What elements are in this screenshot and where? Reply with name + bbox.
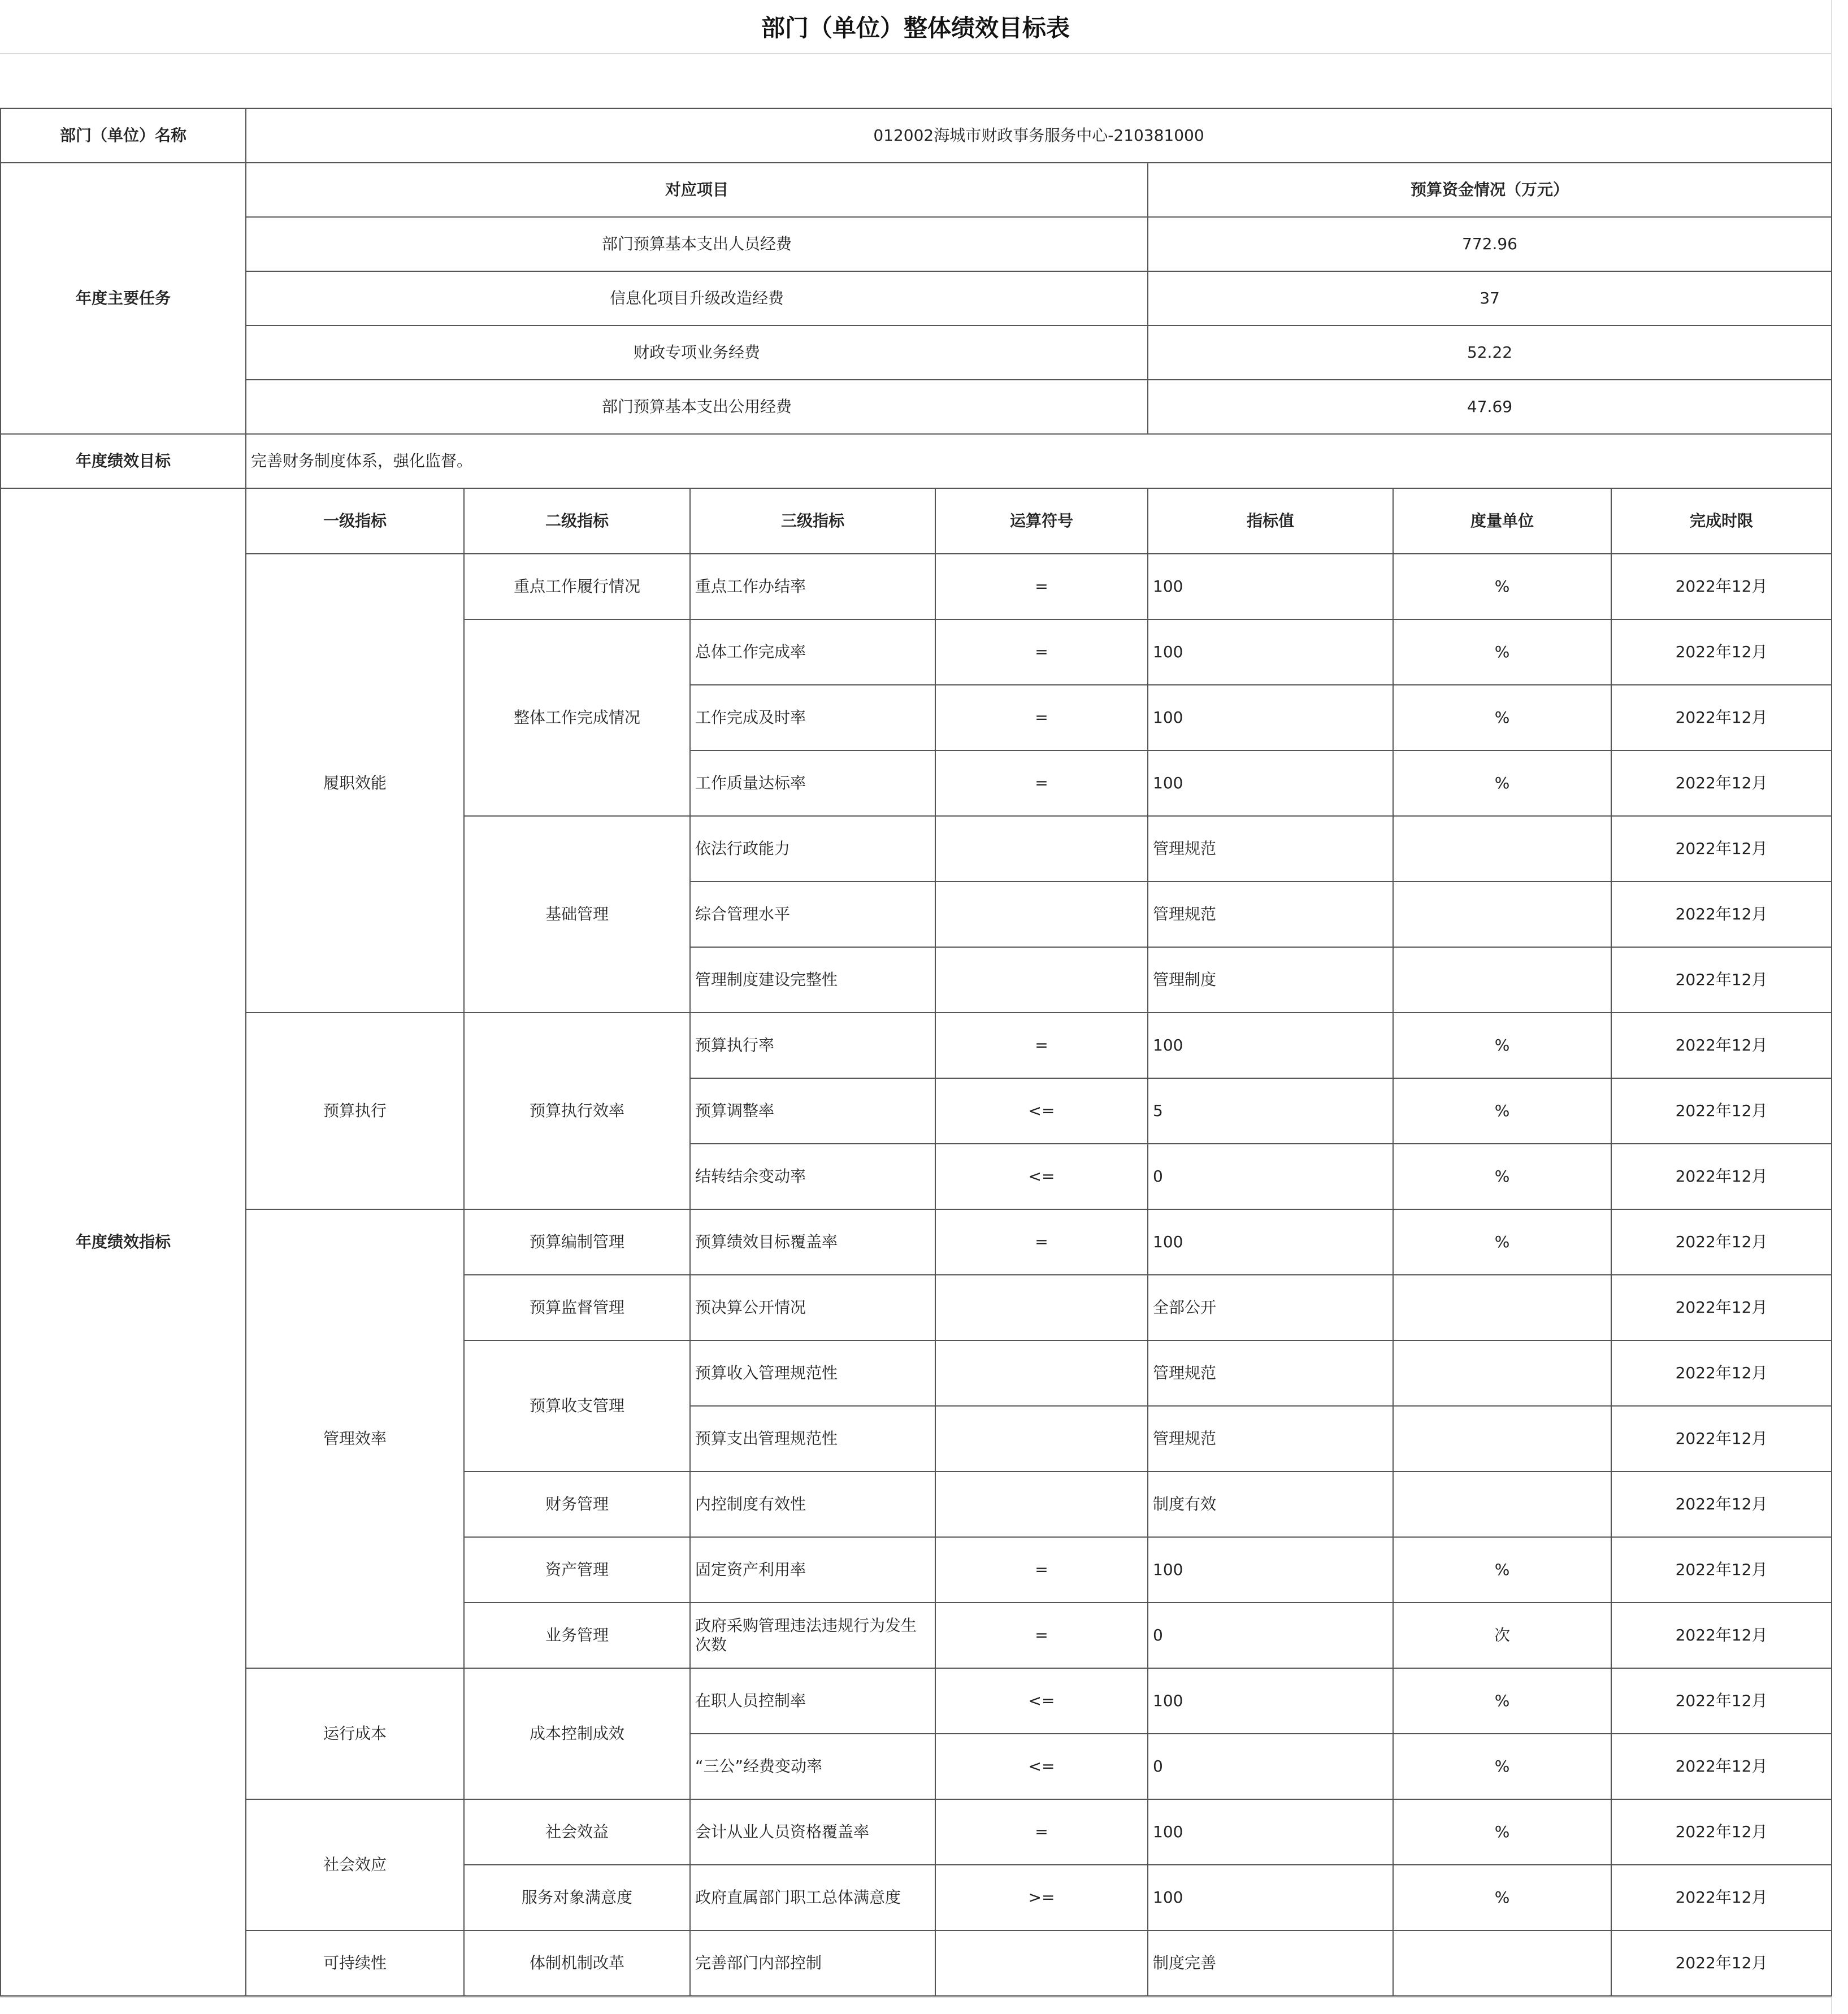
operator-cell: <= <box>935 1144 1148 1209</box>
indicator-row <box>1 1013 1832 1078</box>
level3-cell: 综合管理水平 <box>690 882 935 947</box>
level3-cell: 政府采购管理违法违规行为发生次数 <box>690 1603 935 1668</box>
level2-cell: 基础管理 <box>464 816 690 1013</box>
task-budget: 772.96 <box>1148 217 1832 271</box>
deadline-cell: 2022年12月 <box>1611 1472 1832 1537</box>
deadline-cell: 2022年12月 <box>1611 1537 1832 1603</box>
operator-cell: = <box>935 750 1148 816</box>
level2-cell: 成本控制成效 <box>464 1668 690 1799</box>
deadline-cell: 2022年12月 <box>1611 1078 1832 1144</box>
indicator-row <box>1 554 1832 619</box>
level2-cell: 资产管理 <box>464 1537 690 1603</box>
level2-cell: 业务管理 <box>464 1603 690 1668</box>
level1-cell: 运行成本 <box>246 1668 464 1799</box>
operator-cell <box>935 882 1148 947</box>
level3-cell: 完善部门内部控制 <box>690 1930 935 1996</box>
value-cell: 100 <box>1148 1537 1393 1603</box>
level1-cell: 可持续性 <box>246 1930 464 1996</box>
value-cell: 100 <box>1148 554 1393 619</box>
level2-cell: 预算编制管理 <box>464 1209 690 1275</box>
operator-cell <box>935 1406 1148 1472</box>
operator-cell: = <box>935 619 1148 685</box>
dept-value: 012002海城市财政事务服务中心-210381000 <box>246 108 1832 163</box>
task-row <box>1 380 1832 434</box>
value-cell: 100 <box>1148 1209 1393 1275</box>
header-level3: 三级指标 <box>690 488 935 554</box>
value-cell: 管理规范 <box>1148 1340 1393 1406</box>
unit-cell <box>1393 1340 1611 1406</box>
value-cell: 100 <box>1148 1865 1393 1930</box>
operator-cell: = <box>935 1209 1148 1275</box>
indicators-label: 年度绩效指标 <box>1 488 246 1996</box>
deadline-cell: 2022年12月 <box>1611 882 1832 947</box>
value-cell: 管理规范 <box>1148 816 1393 882</box>
header-deadline: 完成时限 <box>1611 488 1832 554</box>
deadline-cell: 2022年12月 <box>1611 750 1832 816</box>
indicator-row <box>1 1930 1832 1996</box>
dept-label: 部门（单位）名称 <box>1 108 246 163</box>
value-cell: 全部公开 <box>1148 1275 1393 1340</box>
header-value: 指标值 <box>1148 488 1393 554</box>
level3-cell: 重点工作办结率 <box>690 554 935 619</box>
task-row <box>1 217 1832 271</box>
level3-cell: 依法行政能力 <box>690 816 935 882</box>
level3-cell: 政府直属部门职工总体满意度 <box>690 1865 935 1930</box>
task-project: 财政专项业务经费 <box>246 325 1148 380</box>
dept-row <box>1 108 1832 163</box>
unit-cell: % <box>1393 1799 1611 1865</box>
value-cell: 100 <box>1148 1013 1393 1078</box>
deadline-cell: 2022年12月 <box>1611 619 1832 685</box>
level3-cell: 内控制度有效性 <box>690 1472 935 1537</box>
level1-cell: 管理效率 <box>246 1209 464 1668</box>
level3-cell: 预算支出管理规范性 <box>690 1406 935 1472</box>
operator-cell: = <box>935 1603 1148 1668</box>
value-cell: 制度有效 <box>1148 1472 1393 1537</box>
level3-cell: 工作质量达标率 <box>690 750 935 816</box>
unit-cell <box>1393 882 1611 947</box>
unit-cell <box>1393 1275 1611 1340</box>
deadline-cell: 2022年12月 <box>1611 947 1832 1013</box>
header-unit: 度量单位 <box>1393 488 1611 554</box>
deadline-cell: 2022年12月 <box>1611 1275 1832 1340</box>
operator-cell <box>935 1275 1148 1340</box>
header-level2: 二级指标 <box>464 488 690 554</box>
operator-cell: <= <box>935 1668 1148 1734</box>
value-cell: 0 <box>1148 1734 1393 1799</box>
operator-cell: = <box>935 554 1148 619</box>
value-cell: 管理规范 <box>1148 882 1393 947</box>
value-cell: 100 <box>1148 619 1393 685</box>
operator-cell <box>935 816 1148 882</box>
level1-cell: 预算执行 <box>246 1013 464 1209</box>
level3-cell: 预算调整率 <box>690 1078 935 1144</box>
level2-cell: 财务管理 <box>464 1472 690 1537</box>
tasks-label: 年度主要任务 <box>1 163 246 434</box>
operator-cell: = <box>935 1537 1148 1603</box>
level2-cell: 预算监督管理 <box>464 1275 690 1340</box>
level2-cell: 体制机制改革 <box>464 1930 690 1996</box>
unit-cell: % <box>1393 1078 1611 1144</box>
unit-cell: % <box>1393 1537 1611 1603</box>
value-cell: 100 <box>1148 1799 1393 1865</box>
unit-cell <box>1393 816 1611 882</box>
value-cell: 0 <box>1148 1144 1393 1209</box>
header-operator: 运算符号 <box>935 488 1148 554</box>
level3-cell: 总体工作完成率 <box>690 619 935 685</box>
level2-cell: 服务对象满意度 <box>464 1865 690 1930</box>
deadline-cell: 2022年12月 <box>1611 1209 1832 1275</box>
level3-cell: 预算收入管理规范性 <box>690 1340 935 1406</box>
unit-cell: % <box>1393 1668 1611 1734</box>
value-cell: 0 <box>1148 1603 1393 1668</box>
task-budget: 37 <box>1148 271 1832 325</box>
deadline-cell: 2022年12月 <box>1611 685 1832 750</box>
unit-cell: % <box>1393 1209 1611 1275</box>
operator-cell <box>935 1472 1148 1537</box>
task-row <box>1 271 1832 325</box>
performance-table <box>0 108 1832 1996</box>
deadline-cell: 2022年12月 <box>1611 816 1832 882</box>
page-title: 部门（单位）整体绩效目标表 <box>0 0 1831 54</box>
tasks-col-project: 对应项目 <box>246 163 1148 217</box>
unit-cell: % <box>1393 1734 1611 1799</box>
operator-cell: = <box>935 1013 1148 1078</box>
deadline-cell: 2022年12月 <box>1611 1734 1832 1799</box>
operator-cell <box>935 1930 1148 1996</box>
deadline-cell: 2022年12月 <box>1611 554 1832 619</box>
level3-cell: 预决算公开情况 <box>690 1275 935 1340</box>
task-row <box>1 325 1832 380</box>
level3-cell: 会计从业人员资格覆盖率 <box>690 1799 935 1865</box>
tasks-header-row <box>1 163 1832 217</box>
operator-cell: >= <box>935 1865 1148 1930</box>
level1-cell: 履职效能 <box>246 554 464 1013</box>
level1-cell: 社会效应 <box>246 1799 464 1930</box>
indicator-row <box>1 1668 1832 1734</box>
value-cell: 制度完善 <box>1148 1930 1393 1996</box>
operator-cell <box>935 947 1148 1013</box>
level3-cell: 预算绩效目标覆盖率 <box>690 1209 935 1275</box>
task-budget: 47.69 <box>1148 380 1832 434</box>
value-cell: 100 <box>1148 685 1393 750</box>
operator-cell <box>935 1340 1148 1406</box>
deadline-cell: 2022年12月 <box>1611 1668 1832 1734</box>
deadline-cell: 2022年12月 <box>1611 1930 1832 1996</box>
level3-cell: “三公”经费变动率 <box>690 1734 935 1799</box>
task-project: 部门预算基本支出人员经费 <box>246 217 1148 271</box>
indicator-row <box>1 1799 1832 1865</box>
indicator-row <box>1 1209 1832 1275</box>
level3-cell: 工作完成及时率 <box>690 685 935 750</box>
deadline-cell: 2022年12月 <box>1611 1144 1832 1209</box>
indicator-header-row <box>1 488 1832 554</box>
unit-cell <box>1393 1930 1611 1996</box>
level3-cell: 管理制度建设完整性 <box>690 947 935 1013</box>
unit-cell: % <box>1393 619 1611 685</box>
operator-cell: = <box>935 1799 1148 1865</box>
deadline-cell: 2022年12月 <box>1611 1340 1832 1406</box>
unit-cell <box>1393 1472 1611 1537</box>
deadline-cell: 2022年12月 <box>1611 1406 1832 1472</box>
unit-cell: % <box>1393 554 1611 619</box>
tasks-col-budget: 预算资金情况（万元） <box>1148 163 1832 217</box>
blank-row <box>0 54 1831 108</box>
level2-cell: 社会效益 <box>464 1799 690 1865</box>
value-cell: 5 <box>1148 1078 1393 1144</box>
task-project: 信息化项目升级改造经费 <box>246 271 1148 325</box>
task-budget: 52.22 <box>1148 325 1832 380</box>
value-cell: 100 <box>1148 750 1393 816</box>
header-level1: 一级指标 <box>246 488 464 554</box>
level3-cell: 结转结余变动率 <box>690 1144 935 1209</box>
unit-cell: % <box>1393 1144 1611 1209</box>
unit-cell <box>1393 1406 1611 1472</box>
goal-row <box>1 434 1832 488</box>
unit-cell: % <box>1393 685 1611 750</box>
goal-label: 年度绩效目标 <box>1 434 246 488</box>
sheet-bottom-line <box>0 1996 1831 1998</box>
unit-cell: % <box>1393 750 1611 816</box>
deadline-cell: 2022年12月 <box>1611 1799 1832 1865</box>
unit-cell <box>1393 947 1611 1013</box>
value-cell: 100 <box>1148 1668 1393 1734</box>
level3-cell: 在职人员控制率 <box>690 1668 935 1734</box>
level2-cell: 预算执行效率 <box>464 1013 690 1209</box>
level2-cell: 预算收支管理 <box>464 1340 690 1472</box>
level3-cell: 固定资产利用率 <box>690 1537 935 1603</box>
unit-cell: % <box>1393 1013 1611 1078</box>
level2-cell: 整体工作完成情况 <box>464 619 690 816</box>
operator-cell: <= <box>935 1734 1148 1799</box>
deadline-cell: 2022年12月 <box>1611 1013 1832 1078</box>
value-cell: 管理规范 <box>1148 1406 1393 1472</box>
value-cell: 管理制度 <box>1148 947 1393 1013</box>
deadline-cell: 2022年12月 <box>1611 1603 1832 1668</box>
unit-cell: 次 <box>1393 1603 1611 1668</box>
deadline-cell: 2022年12月 <box>1611 1865 1832 1930</box>
unit-cell: % <box>1393 1865 1611 1930</box>
level3-cell: 预算执行率 <box>690 1013 935 1078</box>
task-project: 部门预算基本支出公用经费 <box>246 380 1148 434</box>
level2-cell: 重点工作履行情况 <box>464 554 690 619</box>
operator-cell: = <box>935 685 1148 750</box>
operator-cell: <= <box>935 1078 1148 1144</box>
goal-value: 完善财务制度体系，强化监督。 <box>246 434 1832 488</box>
